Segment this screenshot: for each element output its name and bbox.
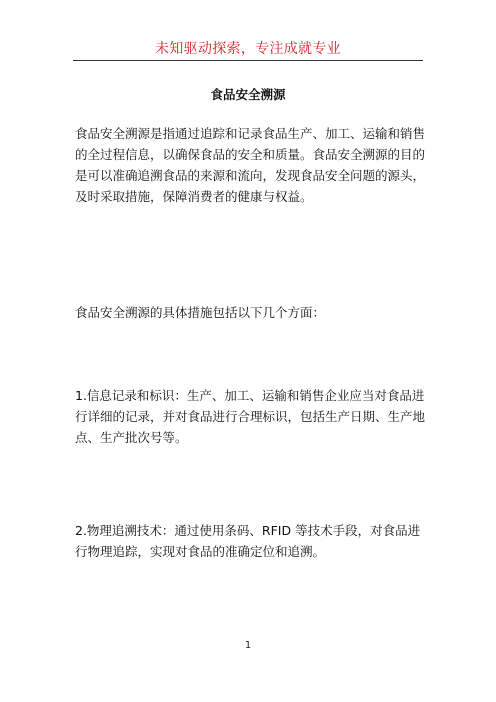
paragraph-measures-intro: 食品安全溯源的具体措施包括以下几个方面： <box>75 305 326 320</box>
paragraph-measure-2: 2.物理追溯技术：通过使用条码、RFID 等技术手段，对食品进行物理追踪，实现对食品的准确定位和追溯。 <box>75 523 421 559</box>
header-slogan: 未知驱动探索，专注成就专业 <box>155 41 341 57</box>
header-divider <box>73 60 423 61</box>
document-title: 食品安全溯源 <box>210 87 286 102</box>
paragraph-intro: 食品安全溯源是指通过追踪和记录食品生产、加工、运输和销售的全过程信息，以确保食品的安全和质量。食品安全溯源的目的是可以准确追溯食品的来源和流向，发现食品安全问题的源头，及时采取措施，保障消费者的健康与权益。 <box>75 126 426 204</box>
paragraph-measure-1: 1.信息记录和标识：生产、加工、运输和销售企业应当对食品进行详细的记录，并对食品进行合理标识，包括生产日期、生产地点、生产批次号等。 <box>75 388 426 445</box>
page-number: 1 <box>244 640 252 651</box>
